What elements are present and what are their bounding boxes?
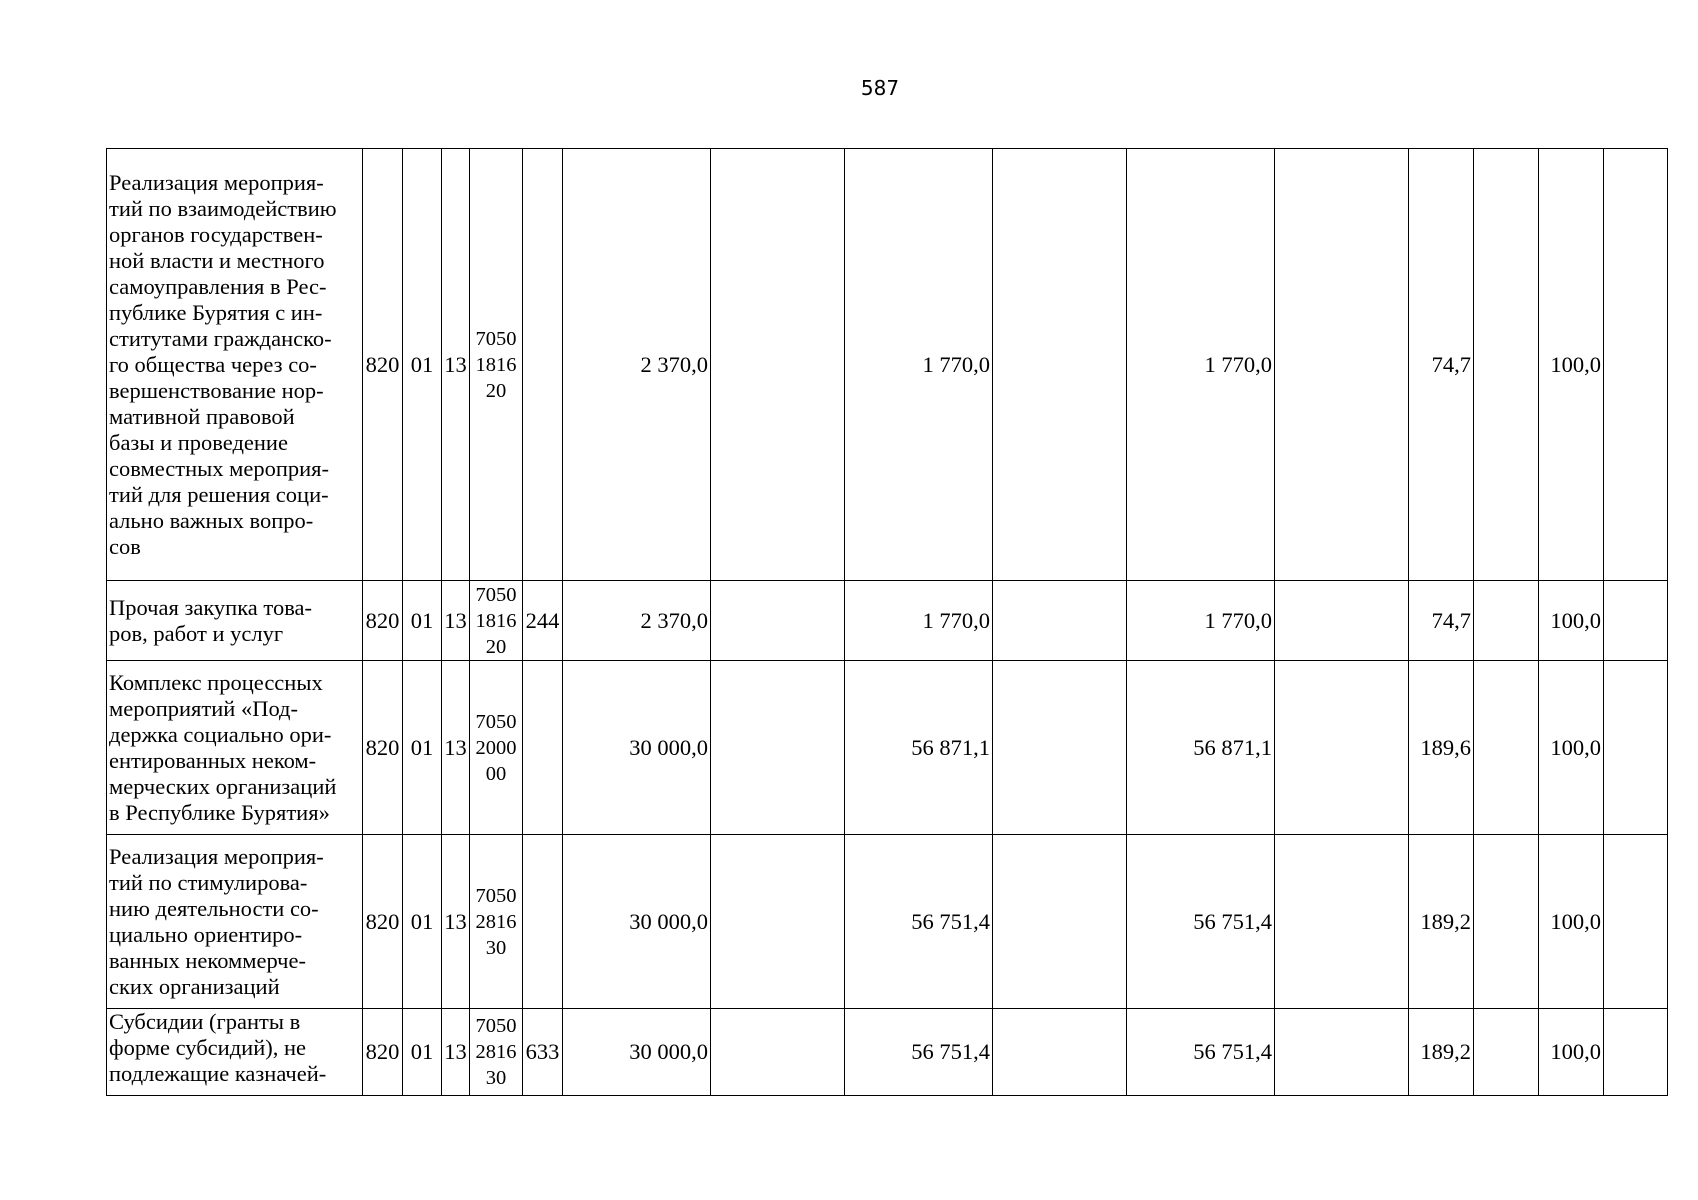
row-name: Комплекс процессных мероприятий «Под- держка социально ори- ентированных неком- мерческих организаций в Республике Бурятия» [107,661,363,835]
plan-value: 2 370,0 [563,149,711,581]
actual-value: 56 871,1 [1127,661,1275,835]
grbs-code: 820 [363,581,403,661]
subsection-code: 13 [442,581,470,661]
actual-value: 56 751,4 [1127,835,1275,1009]
expense-type-code [523,149,563,581]
row-name: Реализация мероприя- тий по взаимодействию органов государствен- ной власти и местного самоуправления в Рес- публике Бурятия с ин- ститутами гражданско- го общества через со- вершенствование нор- мативной правовой базы и проведение совместных мероприя- тий для решения соци- ально важных вопро- сов [107,149,363,581]
plan-value: 30 000,0 [563,1009,711,1096]
target-article-code: 7050 1816 20 [470,149,523,581]
empty-cell [1604,661,1668,835]
empty-cell [1474,1009,1539,1096]
empty-cell [993,835,1127,1009]
row-name: Реализация мероприя- тий по стимулирова- нию деятельности со- циально ориентиро- ванных некоммерче- ских организаций [107,835,363,1009]
empty-cell [1604,835,1668,1009]
empty-cell [711,581,845,661]
percent-of-refined: 100,0 [1539,1009,1604,1096]
plan-value: 30 000,0 [563,835,711,1009]
table-row [107,581,1668,661]
table-row [107,149,1668,581]
table-row [107,835,1668,1009]
subsection-code: 13 [442,661,470,835]
page-number: 587 [860,76,900,100]
target-article-code: 7050 2816 30 [470,835,523,1009]
empty-cell [1275,581,1409,661]
expense-type-code: 244 [523,581,563,661]
percent-of-refined: 100,0 [1539,581,1604,661]
percent-of-refined: 100,0 [1539,661,1604,835]
empty-cell [1275,835,1409,1009]
empty-cell [993,661,1127,835]
table-row [107,661,1668,835]
refined-plan-value: 56 871,1 [845,661,993,835]
actual-value: 1 770,0 [1127,581,1275,661]
section-code: 01 [403,1009,442,1096]
row-name: Прочая закупка това- ров, работ и услуг [107,581,363,661]
empty-cell [711,149,845,581]
expense-type-code: 633 [523,1009,563,1096]
empty-cell [711,661,845,835]
section-code: 01 [403,149,442,581]
empty-cell [993,1009,1127,1096]
percent-of-plan: 74,7 [1409,149,1474,581]
subsection-code: 13 [442,149,470,581]
empty-cell [1474,661,1539,835]
subsection-code: 13 [442,1009,470,1096]
section-code: 01 [403,835,442,1009]
actual-value: 1 770,0 [1127,149,1275,581]
expense-type-code [523,835,563,1009]
refined-plan-value: 56 751,4 [845,1009,993,1096]
refined-plan-value: 1 770,0 [845,581,993,661]
percent-of-plan: 189,2 [1409,1009,1474,1096]
budget-table [106,148,1668,1096]
refined-plan-value: 1 770,0 [845,149,993,581]
percent-of-plan: 74,7 [1409,581,1474,661]
empty-cell [1604,581,1668,661]
percent-of-refined: 100,0 [1539,149,1604,581]
target-article-code: 7050 2816 30 [470,1009,523,1096]
empty-cell [1604,149,1668,581]
table-row [107,1009,1668,1096]
actual-value: 56 751,4 [1127,1009,1275,1096]
empty-cell [1275,661,1409,835]
expense-type-code [523,661,563,835]
empty-cell [711,835,845,1009]
percent-of-plan: 189,6 [1409,661,1474,835]
empty-cell [1275,149,1409,581]
percent-of-refined: 100,0 [1539,835,1604,1009]
empty-cell [1474,581,1539,661]
empty-cell [1474,149,1539,581]
grbs-code: 820 [363,835,403,1009]
empty-cell [1474,835,1539,1009]
grbs-code: 820 [363,149,403,581]
section-code: 01 [403,661,442,835]
grbs-code: 820 [363,1009,403,1096]
percent-of-plan: 189,2 [1409,835,1474,1009]
empty-cell [993,581,1127,661]
plan-value: 30 000,0 [563,661,711,835]
empty-cell [1604,1009,1668,1096]
plan-value: 2 370,0 [563,581,711,661]
row-name: Субсидии (гранты в форме субсидий), не подлежащие казначей- [107,1009,363,1096]
refined-plan-value: 56 751,4 [845,835,993,1009]
empty-cell [1275,1009,1409,1096]
empty-cell [993,149,1127,581]
section-code: 01 [403,581,442,661]
target-article-code: 7050 1816 20 [470,581,523,661]
subsection-code: 13 [442,835,470,1009]
empty-cell [711,1009,845,1096]
grbs-code: 820 [363,661,403,835]
target-article-code: 7050 2000 00 [470,661,523,835]
